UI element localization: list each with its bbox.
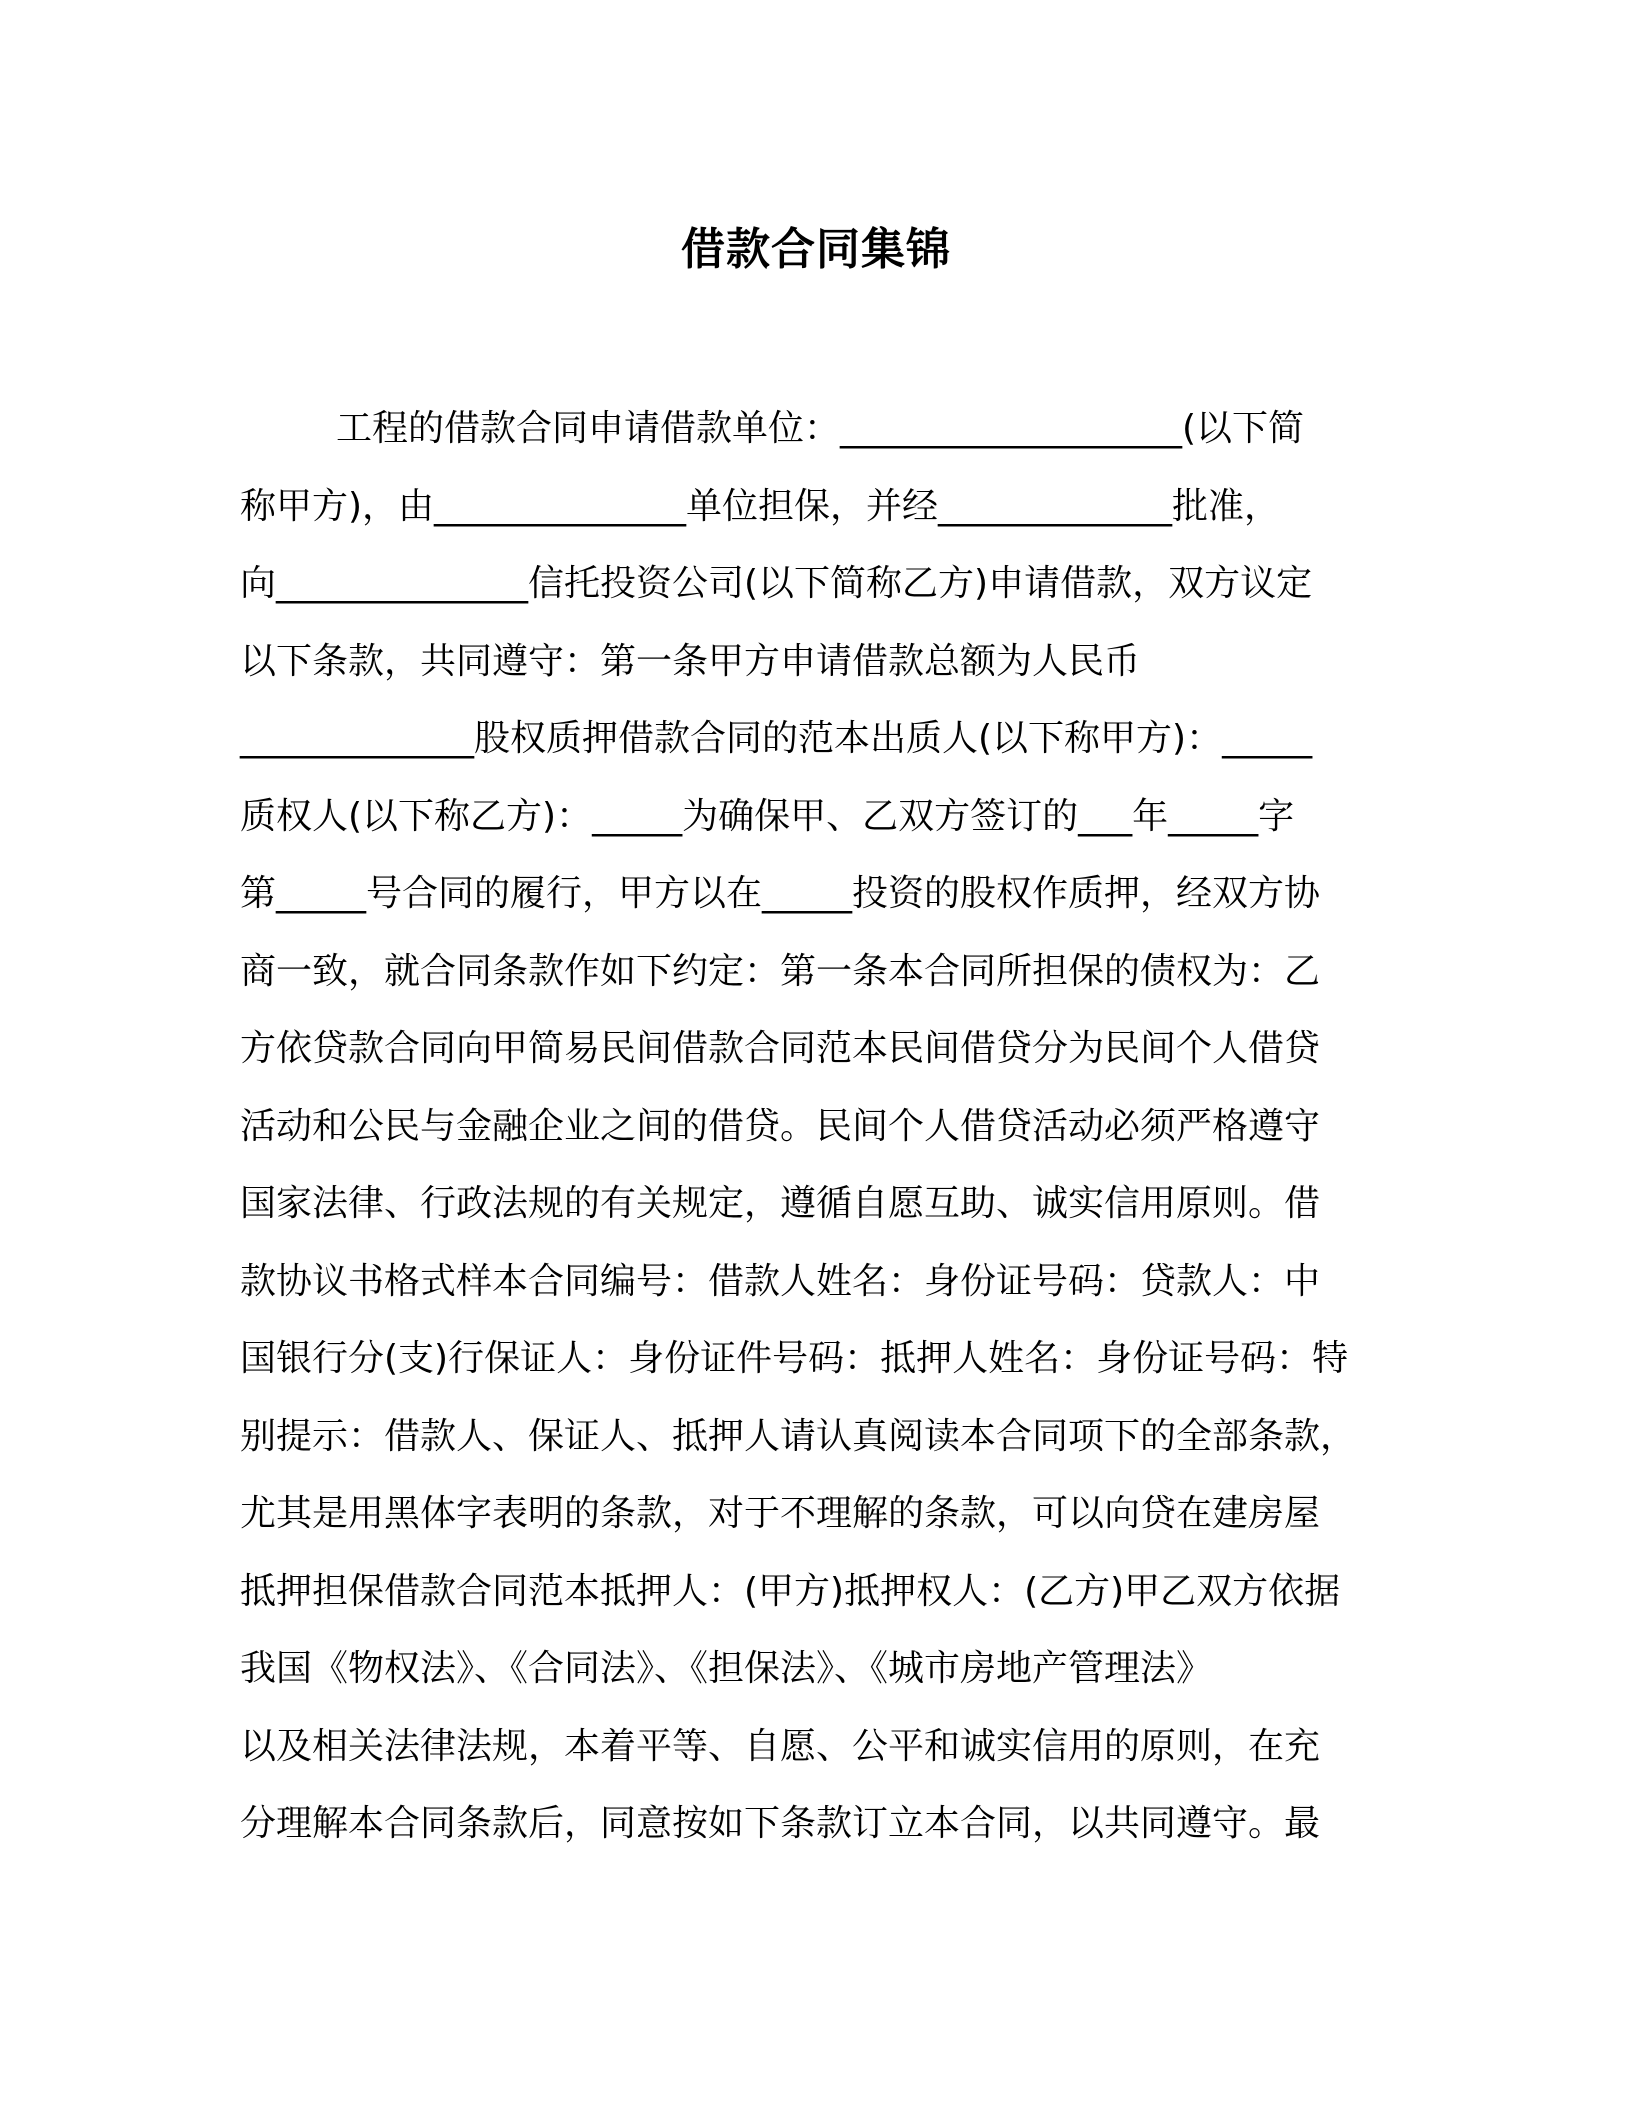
body-line: 活动和公民与金融企业之间的借贷。民间个人借贷活动必须严格遵守	[240, 1105, 1321, 1147]
body-line: 款协议书格式样本合同编号：借款人姓名：身份证号码：贷款人：中	[240, 1260, 1321, 1302]
body-line: 抵押担保借款合同范本抵押人：(甲方)抵押权人：(乙方)甲乙双方依据	[240, 1570, 1341, 1612]
body-line: 我国《物权法》、《合同法》、《担保法》、《城市房地产管理法》	[240, 1648, 1213, 1689]
body-line: 国银行分(支)行保证人：身份证件号码：抵押人姓名：身份证号码：特	[240, 1338, 1349, 1379]
body-line: 工程的借款合同申请借款单位：___________________(以下简	[336, 408, 1305, 449]
body-line: _____________股权质押借款合同的范本出质人(以下称甲方)：_____	[240, 718, 1313, 759]
body-line: 称甲方)，由______________单位担保，并经_____________批准，	[240, 485, 1281, 527]
body-line: 尤其是用黑体字表明的条款，对于不理解的条款，可以向贷在建房屋	[240, 1493, 1321, 1534]
body-line: 向______________信托投资公司(以下简称乙方)申请借款，双方议定	[240, 563, 1313, 604]
body-line: 国家法律、行政法规的有关规定，遵循自愿互助、诚实信用原则。借	[240, 1183, 1321, 1224]
body-line: 质权人(以下称乙方)：_____为确保甲、乙双方签订的___年_____字	[240, 795, 1295, 837]
document-title: 借款合同集锦	[681, 224, 951, 275]
body-line: 以及相关法律法规，本着平等、自愿、公平和诚实信用的原则，在充	[240, 1725, 1321, 1767]
body-line: 第_____号合同的履行，甲方以在_____投资的股权作质押，经双方协	[240, 873, 1321, 914]
body-line: 以下条款，共同遵守：第一条甲方申请借款总额为人民币	[240, 640, 1141, 682]
body-line: 方依贷款合同向甲简易民间借款合同范本民间借贷分为民间个人借贷	[240, 1028, 1321, 1069]
body-line: 商一致，就合同条款作如下约定：第一条本合同所担保的债权为：乙	[240, 950, 1321, 992]
body-line: 分理解本合同条款后，同意按如下条款订立本合同，以共同遵守。最	[240, 1803, 1321, 1844]
body-line: 别提示：借款人、保证人、抵押人请认真阅读本合同项下的全部条款，	[240, 1415, 1357, 1457]
document-body	[240, 390, 1390, 1863]
